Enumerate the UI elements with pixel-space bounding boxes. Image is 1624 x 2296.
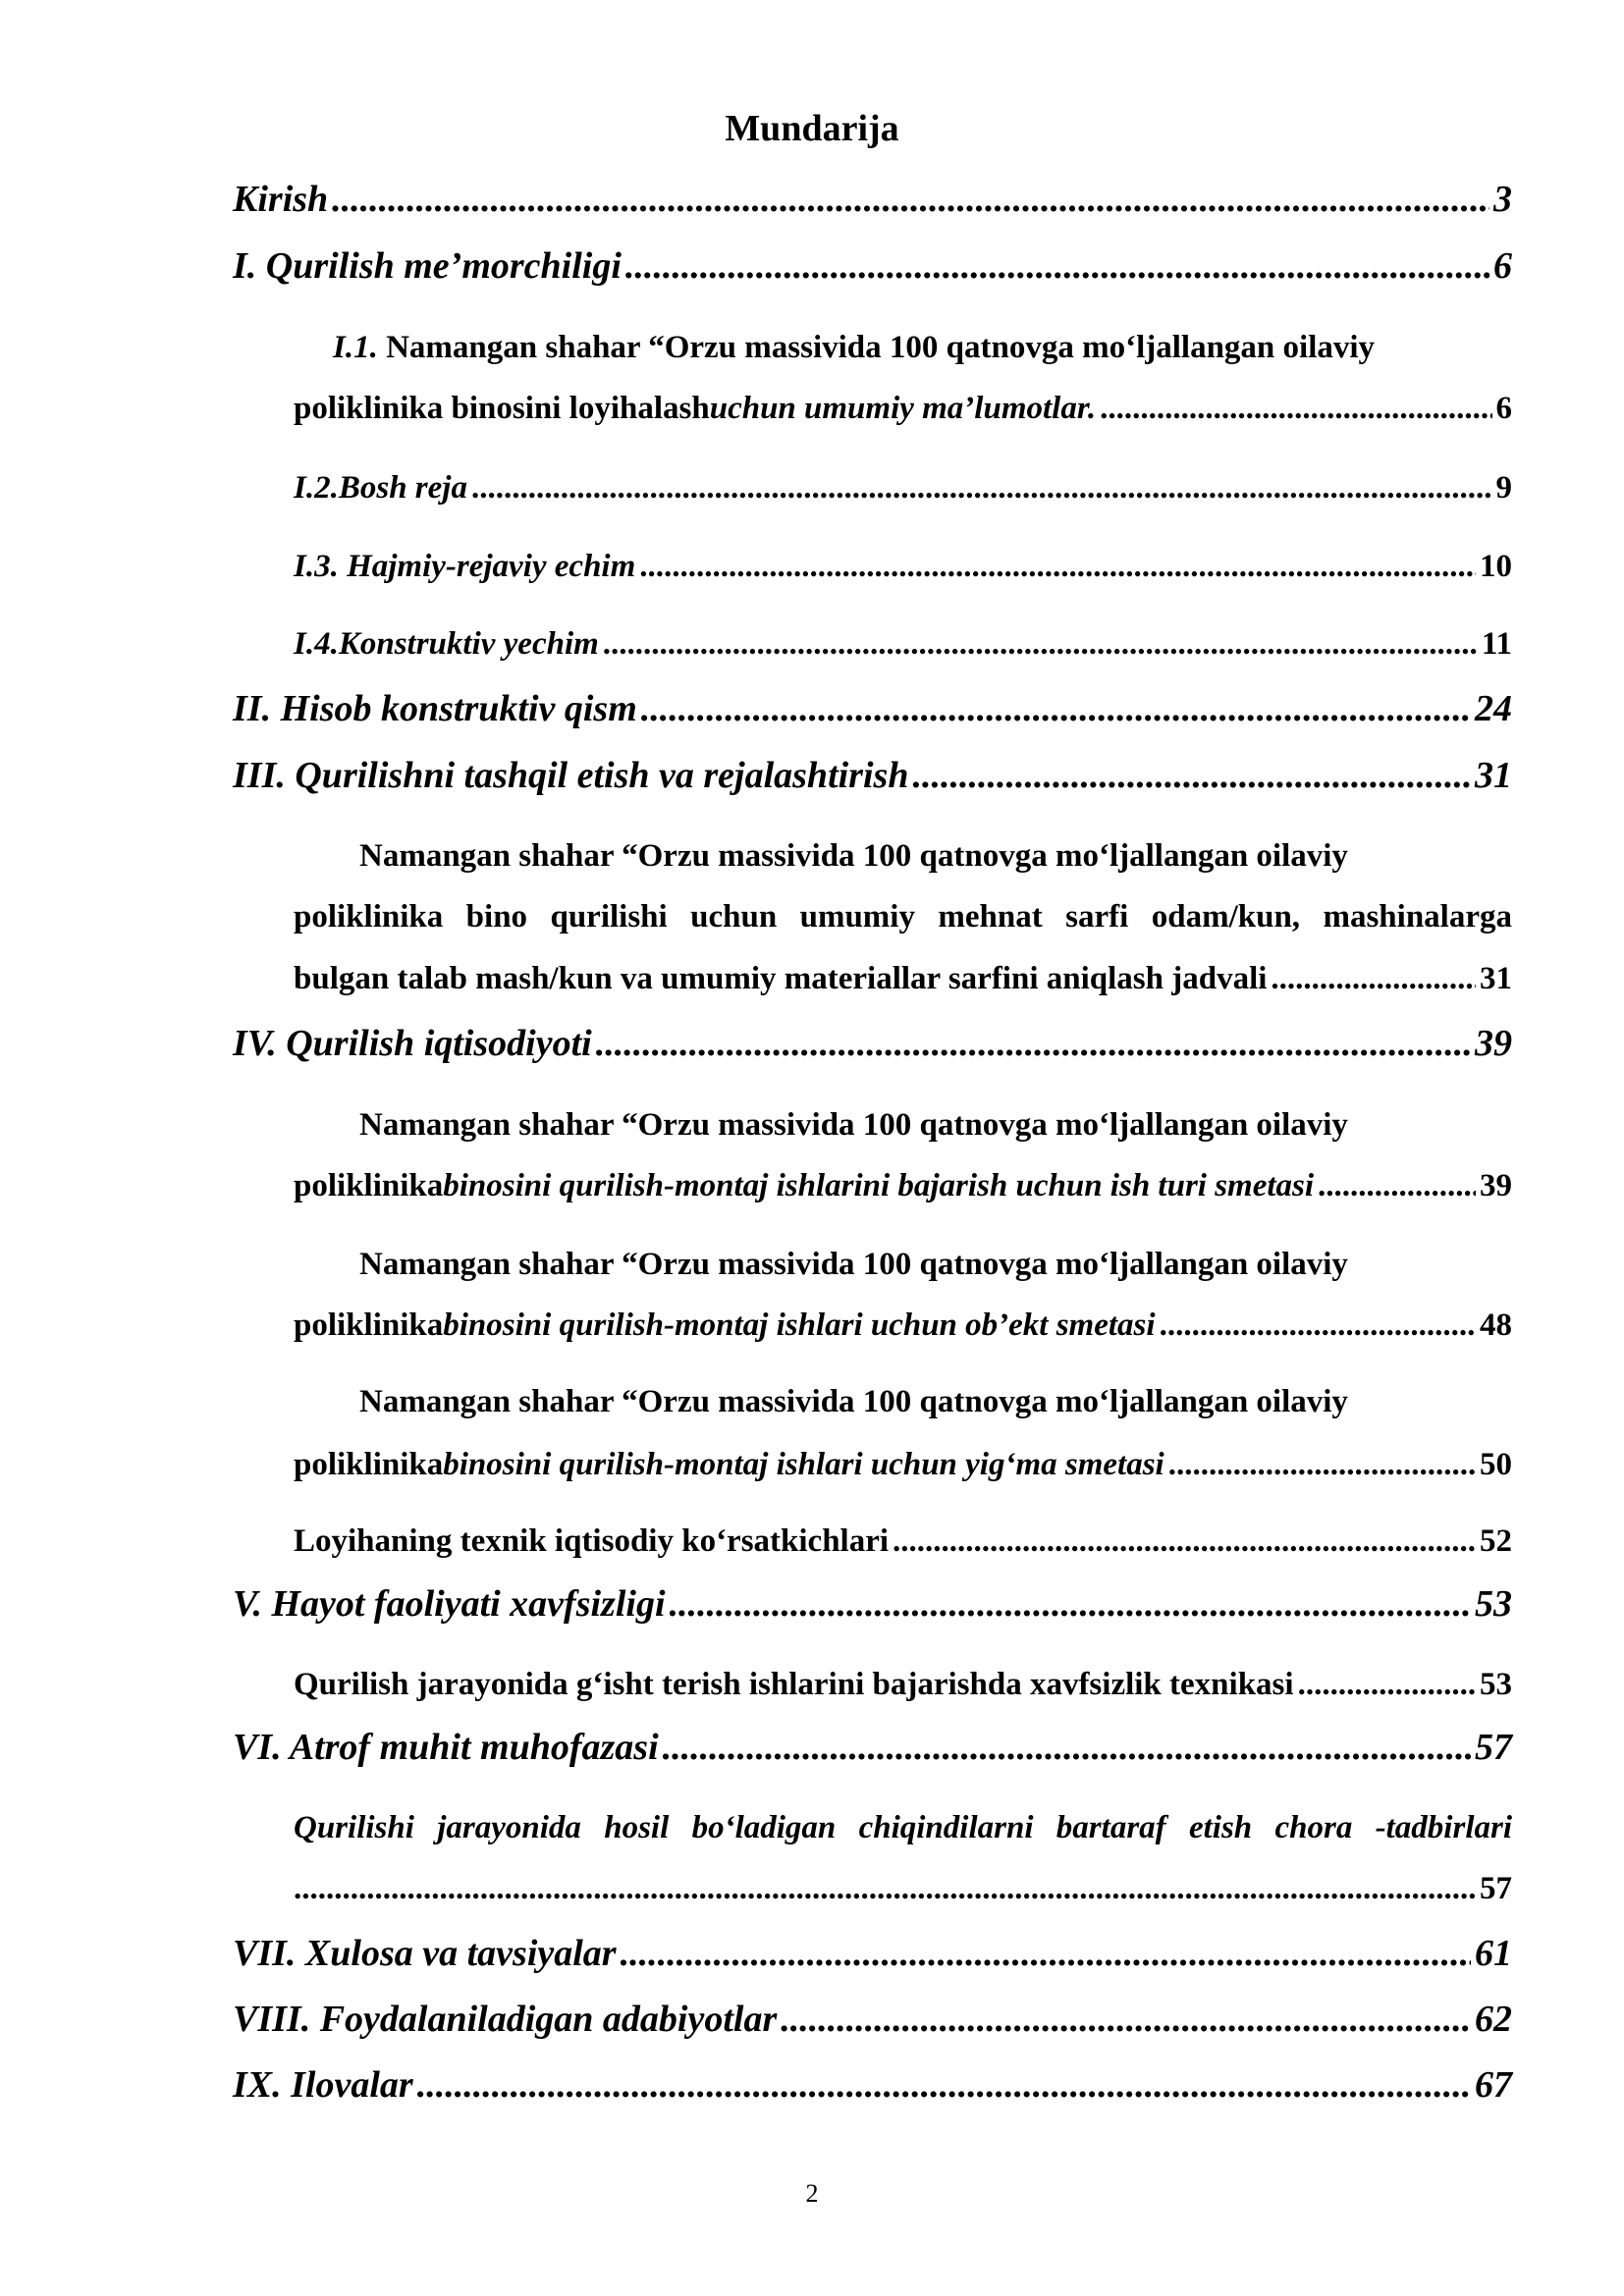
toc-title: I.4.Konstruktiv yechim: [294, 626, 599, 662]
toc-page-number: 3: [1493, 179, 1512, 220]
toc-title-line1: Namangan shahar “Orzu massivida 100 qatnovga mo‘ljallangan oilaviy: [359, 1107, 1348, 1143]
toc-title-line2: poliklinika binosini loyihalash: [294, 391, 710, 426]
toc-page-number: 53: [1475, 1583, 1512, 1625]
dot-leader: [596, 1019, 1471, 1068]
toc-entry-section-4-2-line1[interactable]: [359, 1243, 1447, 1286]
toc-title: III. Qurilishni tashqil etish va rejalashtirish: [233, 755, 909, 796]
toc-title: I.3. Hajmiy-rejaviy echim: [294, 549, 636, 584]
toc-entry-section-1-1-line2[interactable]: [294, 387, 1512, 430]
page-title: Mundarija: [725, 108, 899, 149]
toc-page-number: 11: [1481, 626, 1512, 662]
dot-leader: [641, 684, 1471, 733]
toc-page-number: 62: [1475, 1999, 1512, 2040]
toc-title-line1: Qurilishi jarayonida hosil bo‘ladigan chiqindilarni bartaraf etish chora -tadbirlari: [294, 1810, 1512, 1845]
toc-page-number: 57: [1475, 1727, 1512, 1768]
toc-title-line2-italic: binosini qurilish-montaj ishlari uchun ob’ekt smetasi: [443, 1308, 1156, 1343]
toc-entry-chapter-2[interactable]: [233, 684, 1512, 733]
toc-page-number: 39: [1475, 1023, 1512, 1064]
toc-entry-chapter-9[interactable]: [233, 2060, 1512, 2109]
toc-page-number: 57: [1480, 1871, 1512, 1906]
toc-title-line2-italic: uchun umumiy ma’lumotlar.: [709, 391, 1097, 426]
toc-title: VI. Atrof muhit muhofazasi: [233, 1727, 659, 1768]
toc-page-number: 67: [1475, 2064, 1512, 2106]
toc-title: VII. Xulosa va tavsiyalar: [233, 1933, 617, 1974]
toc-title-line1: Namangan shahar “Orzu massivida 100 qatnovga mo‘ljallangan oilaviy: [359, 1247, 1348, 1282]
toc-title: IV. Qurilish iqtisodiyoti: [233, 1023, 592, 1064]
toc-entry-section-4-3-line2[interactable]: [294, 1443, 1512, 1486]
toc-entry-section-6-1-line1[interactable]: [294, 1806, 1512, 1849]
toc-page-number: 52: [1480, 1523, 1512, 1559]
dot-leader: [625, 241, 1489, 291]
toc-entry-kirish[interactable]: [233, 175, 1512, 224]
toc-title: VIII. Foydalaniladigan adabiyotlar: [233, 1999, 778, 2040]
toc-title-line2-italic: binosini qurilish-montaj ishlarini bajarish uchun ish turi smetasi: [443, 1168, 1315, 1203]
dot-leader: [621, 1929, 1471, 1978]
toc-page-number: 31: [1475, 755, 1512, 796]
toc-title-line1: Namangan shahar “Orzu massivida 100 qatnovga mo‘ljallangan oilaviy: [359, 838, 1348, 874]
toc-entry-chapter-7[interactable]: [233, 1929, 1512, 1978]
dot-leader: [1168, 1443, 1476, 1486]
toc-page-number: 6: [1493, 245, 1512, 287]
dot-leader: [1271, 957, 1476, 1000]
toc-entry-section-4-1-line2[interactable]: [294, 1164, 1512, 1207]
toc-title: Qurilish jarayonida g‘isht terish ishlarini bajarishda xavfsizlik texnikasi: [294, 1667, 1294, 1702]
section-number: I.1.: [333, 330, 378, 365]
toc-title: Loyihaning texnik iqtisodiy ko‘rsatkichlari: [294, 1523, 890, 1559]
toc-title: II. Hisob konstruktiv qism: [233, 688, 637, 729]
dot-leader: [1298, 1663, 1476, 1706]
toc-title-line3: bulgan talab mash/kun va umumiy materiallar sarfini aniqlash jadvali: [294, 961, 1268, 996]
toc-title-line1: Namangan shahar “Orzu massivida 100 qatnovga mo‘ljallangan oilaviy: [377, 330, 1376, 365]
dot-leader: [670, 1579, 1471, 1629]
toc-page-number: 6: [1495, 391, 1512, 426]
toc-page-number: 9: [1495, 470, 1512, 506]
toc-entry-section-1-1-line1[interactable]: [333, 326, 1421, 369]
toc-entry-section-4-1-line1[interactable]: [359, 1103, 1447, 1147]
toc-page-number: 24: [1475, 688, 1512, 729]
toc-title-line2: poliklinika: [294, 1447, 444, 1482]
toc-entry-section-1-3[interactable]: [294, 545, 1512, 588]
toc-entry-section-3-1-line1[interactable]: [359, 834, 1447, 878]
dot-leader: [1160, 1304, 1476, 1347]
toc-title: V. Hayot faoliyati xavfsizligi: [233, 1583, 666, 1625]
toc-entry-section-1-2[interactable]: [294, 466, 1512, 509]
toc-title-line2: poliklinika: [294, 1168, 444, 1203]
dot-leader: [893, 1520, 1476, 1563]
toc-page-number: 31: [1480, 961, 1512, 996]
toc-entry-chapter-5[interactable]: [233, 1579, 1512, 1629]
dot-leader: [332, 175, 1489, 224]
toc-title-line2-italic: binosini qurilish-montaj ishlari uchun yig‘ma smetasi: [443, 1447, 1164, 1482]
toc-entry-section-6-1-line2[interactable]: [294, 1867, 1512, 1910]
toc-entry-section-5-1[interactable]: [294, 1663, 1512, 1706]
toc-title: I. Qurilish me’morchiligi: [233, 245, 622, 287]
toc-entry-section-3-1-line2[interactable]: [294, 895, 1512, 938]
dot-leader: [639, 545, 1476, 588]
dot-leader: [294, 1867, 1476, 1910]
toc-page-number: 48: [1480, 1308, 1512, 1343]
toc-title: IX. Ilovalar: [233, 2064, 413, 2106]
toc-entry-chapter-8[interactable]: [233, 1995, 1512, 2044]
dot-leader: [603, 622, 1478, 666]
toc-entry-section-4-4[interactable]: [294, 1520, 1512, 1563]
toc-entry-chapter-4[interactable]: [233, 1019, 1512, 1068]
dot-leader: [1100, 387, 1491, 430]
dot-leader: [912, 751, 1471, 800]
toc-title-line2: poliklinika: [294, 1308, 444, 1343]
toc-page-number: 39: [1480, 1168, 1512, 1203]
toc-entry-chapter-1[interactable]: [233, 241, 1512, 291]
dot-leader: [1318, 1164, 1476, 1207]
toc-title-line1: Namangan shahar “Orzu massivida 100 qatnovga mo‘ljallangan oilaviy: [359, 1384, 1348, 1419]
toc-page-number: 50: [1480, 1447, 1512, 1482]
dot-leader: [417, 2060, 1471, 2109]
toc-entry-section-4-3-line1[interactable]: [359, 1380, 1447, 1423]
page-number-footer: 2: [805, 2179, 819, 2208]
toc-title: Kirish: [233, 179, 329, 220]
toc-page-number: 10: [1480, 549, 1512, 584]
toc-entry-section-3-1-line3[interactable]: [294, 957, 1512, 1000]
dot-leader: [663, 1723, 1471, 1772]
toc-entry-section-1-4[interactable]: [294, 622, 1512, 666]
toc-entry-chapter-6[interactable]: [233, 1723, 1512, 1772]
toc-title: I.2.Bosh reja: [294, 470, 467, 506]
toc-page-number: 53: [1480, 1667, 1512, 1702]
dot-leader: [471, 466, 1492, 509]
toc-title-line2: poliklinika bino qurilishi uchun umumiy mehnat sarfi odam/kun, mashinalarga: [294, 899, 1512, 934]
toc-entry-section-4-2-line2[interactable]: [294, 1304, 1512, 1347]
toc-entry-chapter-3[interactable]: [233, 751, 1512, 800]
dot-leader: [781, 1995, 1471, 2044]
toc-page-number: 61: [1475, 1933, 1512, 1974]
